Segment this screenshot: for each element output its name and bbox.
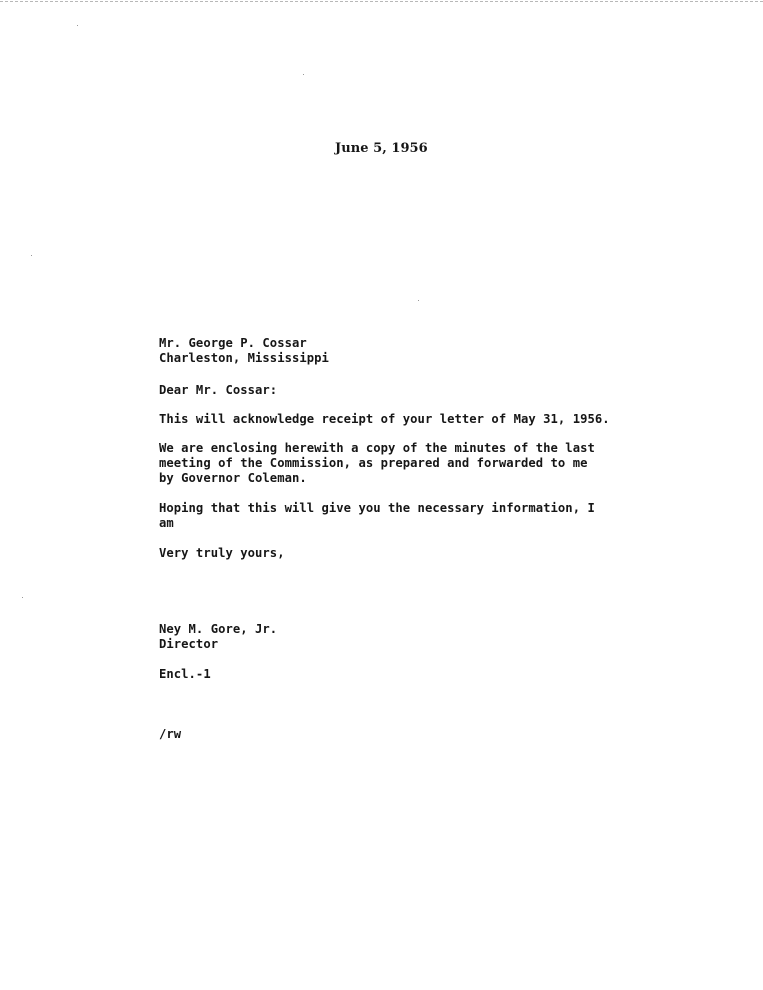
recipient-name: Mr. George P. Cossar	[159, 336, 307, 350]
paragraph-line: Hoping that this will give you the necessary information, I	[159, 501, 595, 515]
body-paragraph-3	[159, 501, 595, 531]
signature-block	[159, 622, 277, 652]
enclosure-notation: Encl.-1	[159, 667, 211, 681]
paragraph-line: by Governor Coleman.	[159, 471, 307, 485]
scan-speck	[31, 255, 32, 256]
paragraph-line: We are enclosing herewith a copy of the minutes of the last	[159, 441, 595, 455]
typist-initials: /rw	[159, 727, 182, 741]
signer-name: Ney M. Gore, Jr.	[159, 622, 278, 636]
complimentary-closing: Very truly yours,	[159, 546, 285, 560]
signer-title: Director	[159, 637, 219, 651]
scan-speck	[303, 74, 304, 75]
letter-date: June 5, 1956	[335, 141, 428, 156]
recipient-address: Charleston, Mississippi	[159, 351, 329, 365]
paragraph-line: meeting of the Commission, as prepared and forwarded to me	[159, 456, 588, 470]
body-paragraph-2	[159, 441, 595, 486]
paragraph-line: This will acknowledge receipt of your letter of May 31, 1956.	[159, 412, 610, 426]
scan-speck	[22, 597, 23, 598]
body-paragraph-1	[159, 412, 610, 427]
scan-speck	[77, 25, 78, 26]
scan-speck	[418, 300, 419, 301]
recipient-address-block	[159, 336, 329, 366]
perforated-edge	[0, 1, 763, 2]
salutation: Dear Mr. Cossar:	[159, 383, 278, 397]
paragraph-line: am	[159, 516, 174, 530]
